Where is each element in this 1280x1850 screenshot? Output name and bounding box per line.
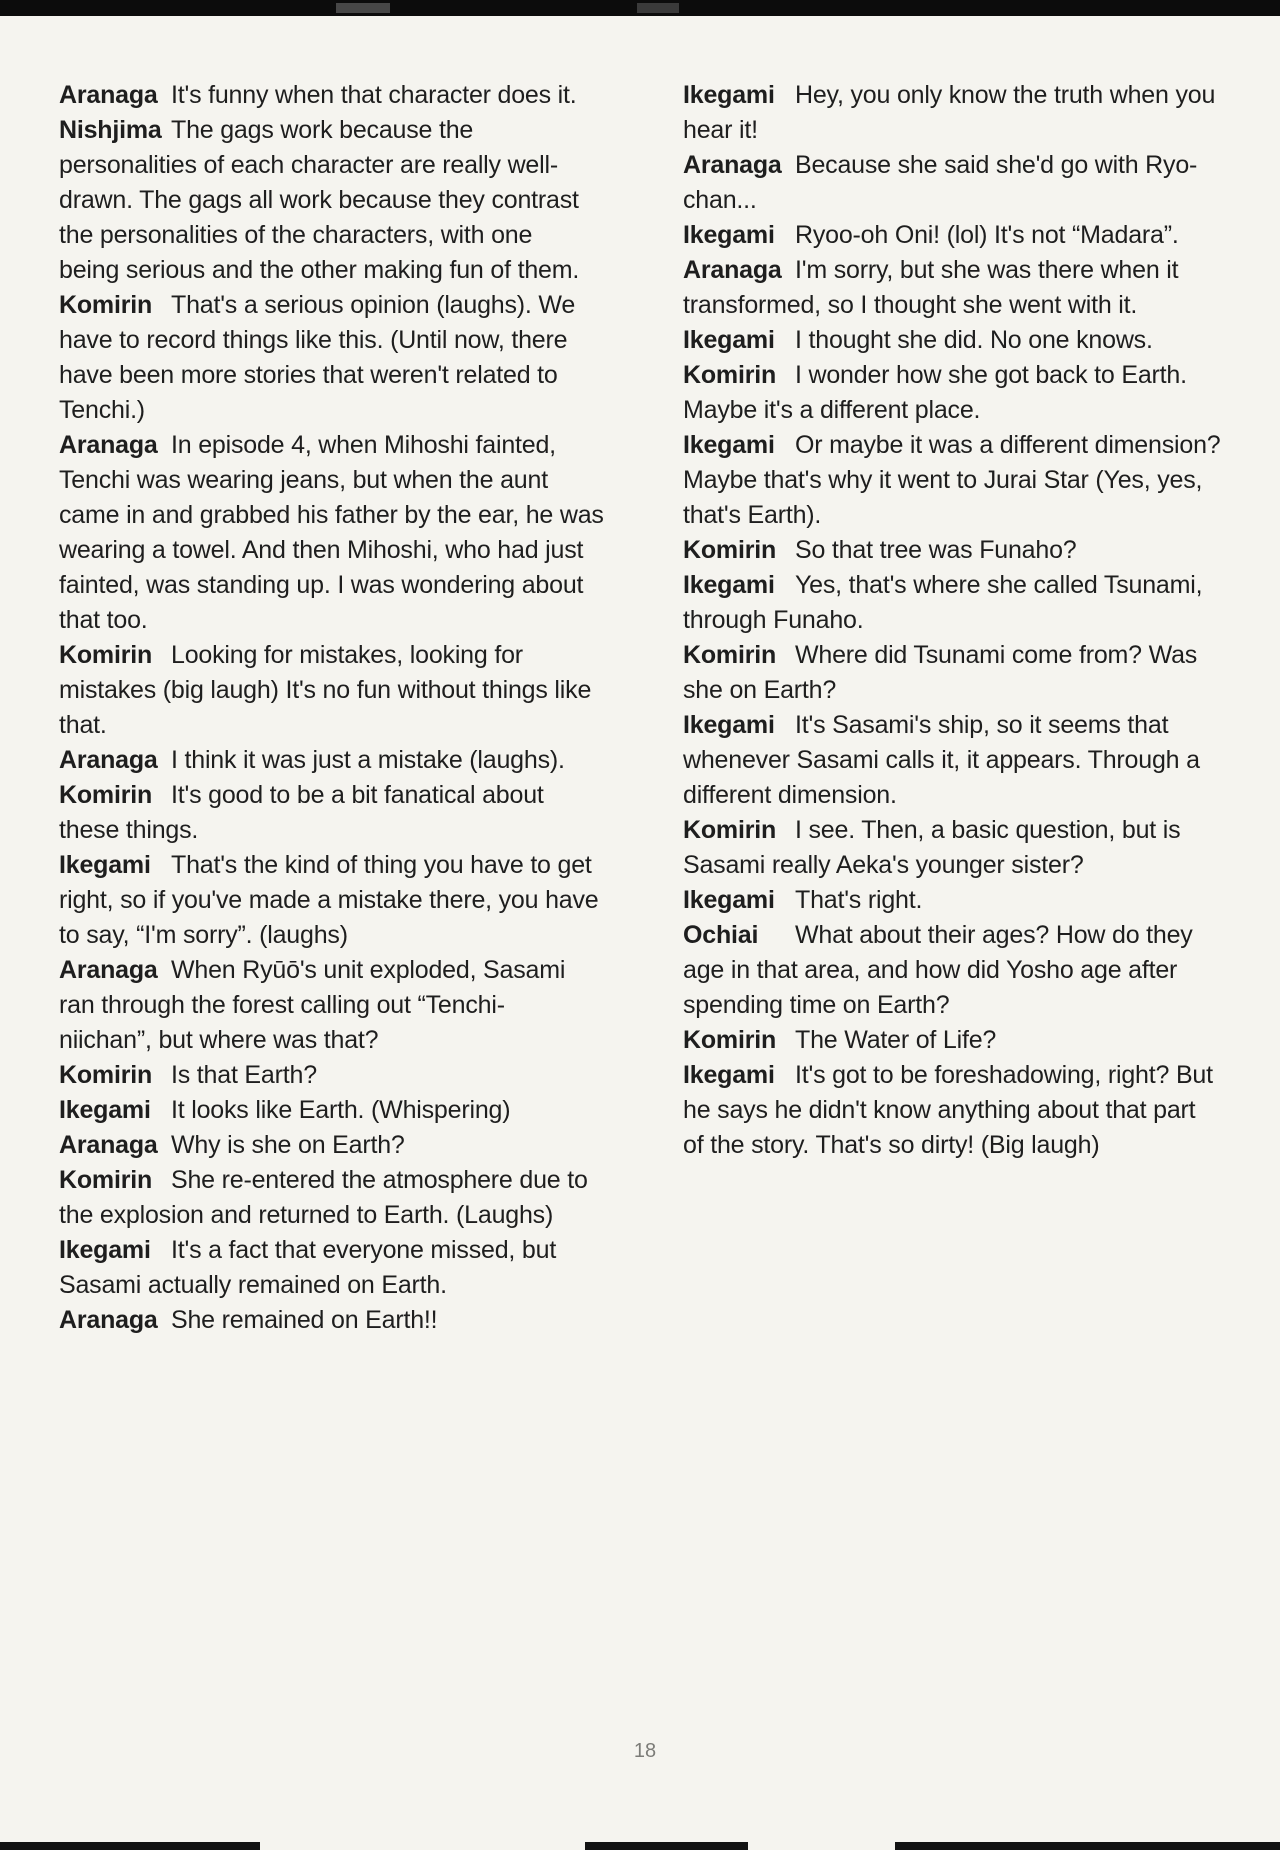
speaker-name: Ochiai: [683, 921, 759, 949]
dialogue-line: [59, 708, 619, 743]
dialogue-line: [59, 673, 619, 708]
speaker-name: Komirin: [683, 361, 777, 389]
top-bar-segment: [336, 3, 390, 13]
speaker-name: Ikegami: [59, 1236, 151, 1264]
dialogue-line: [683, 78, 1243, 113]
dialogue-text: It's good to be a bit fanatical about: [171, 781, 544, 809]
dialogue-line: [683, 1093, 1243, 1128]
dialogue-text: Where did Tsunami come from? Was: [795, 641, 1198, 669]
dialogue-text: Yes, that's where she called Tsunami,: [795, 571, 1203, 599]
dialogue-line: [683, 218, 1243, 253]
speaker-name: Ikegami: [683, 886, 775, 914]
dialogue-line: [59, 148, 619, 183]
dialogue-line: [59, 918, 619, 953]
dialogue-line: [59, 988, 619, 1023]
dialogue-text: wearing a towel. And then Mihoshi, who had just: [59, 536, 584, 564]
dialogue-text: have been more stories that weren't related to: [59, 361, 558, 389]
dialogue-text: Maybe that's why it went to Jurai Star (Yes, yes,: [683, 466, 1203, 494]
dialogue-text: whenever Sasami calls it, it appears. Through a: [683, 746, 1200, 774]
dialogue-text: that.: [59, 711, 107, 739]
speaker-name: Ikegami: [683, 711, 775, 739]
dialogue-text: When Ryūō's unit exploded, Sasami: [171, 956, 566, 984]
dialogue-text: That's right.: [795, 886, 923, 914]
dialogue-line: [683, 883, 1243, 918]
dialogue-text: the explosion and returned to Earth. (Laughs): [59, 1201, 554, 1229]
dialogue-text: he says he didn't know anything about that part: [683, 1096, 1196, 1124]
dialogue-line: [683, 813, 1243, 848]
dialogue-text: Hey, you only know the truth when you: [795, 81, 1216, 109]
dialogue-line: [59, 1093, 619, 1128]
dialogue-text: being serious and the other making fun of them.: [59, 256, 580, 284]
dialogue-text: she on Earth?: [683, 676, 837, 704]
dialogue-text: mistakes (big laugh) It's no fun without things like: [59, 676, 592, 704]
page-number: 18: [633, 1740, 657, 1762]
dialogue-text: Because she said she'd go with Ryo-: [795, 151, 1198, 179]
speaker-name: Ikegami: [683, 81, 775, 109]
dialogue-line: [683, 183, 1243, 218]
dialogue-line: [59, 1303, 619, 1338]
dialogue-text: Why is she on Earth?: [171, 1131, 405, 1159]
dialogue-text: Tenchi.): [59, 396, 145, 424]
dialogue-text: She re-entered the atmosphere due to: [171, 1166, 588, 1194]
dialogue-text: Maybe it's a different place.: [683, 396, 981, 424]
speaker-name: Komirin: [59, 1166, 153, 1194]
dialogue-text: different dimension.: [683, 781, 897, 809]
top-letterbox-bar: [0, 0, 1280, 16]
dialogue-line: [683, 708, 1243, 743]
dialogue-text: spending time on Earth?: [683, 991, 950, 1019]
dialogue-line: [59, 113, 619, 148]
dialogue-line: [683, 323, 1243, 358]
dialogue-text: these things.: [59, 816, 199, 844]
dialogue-line: [683, 428, 1243, 463]
dialogue-text: right, so if you've made a mistake there, you have: [59, 886, 599, 914]
speaker-name: Ikegami: [683, 571, 775, 599]
speaker-name: Komirin: [683, 536, 777, 564]
right-text-column: [683, 78, 1243, 1163]
dialogue-line: [683, 288, 1243, 323]
dialogue-text: It looks like Earth. (Whispering): [171, 1096, 511, 1124]
dialogue-line: [59, 1128, 619, 1163]
dialogue-text: That's the kind of thing you have to get: [171, 851, 592, 879]
dialogue-text: I think it was just a mistake (laughs).: [171, 746, 565, 774]
dialogue-text: Is that Earth?: [171, 1061, 317, 1089]
speaker-name: Ikegami: [59, 1096, 151, 1124]
dialogue-text: I see. Then, a basic question, but is: [795, 816, 1181, 844]
dialogue-line: [683, 988, 1243, 1023]
dialogue-line: [683, 918, 1243, 953]
dialogue-text: Or maybe it was a different dimension?: [795, 431, 1221, 459]
dialogue-text: Tenchi was wearing jeans, but when the aunt: [59, 466, 548, 494]
dialogue-line: [683, 498, 1243, 533]
dialogue-line: [683, 253, 1243, 288]
speaker-name: Komirin: [59, 1061, 153, 1089]
dialogue-line: [683, 1023, 1243, 1058]
dialogue-line: [59, 953, 619, 988]
dialogue-text: through Funaho.: [683, 606, 864, 634]
dialogue-text: It's got to be foreshadowing, right? But: [795, 1061, 1213, 1089]
speaker-name: Ikegami: [683, 431, 775, 459]
dialogue-text: Sasami actually remained on Earth.: [59, 1271, 447, 1299]
dialogue-line: [59, 603, 619, 638]
speaker-name: Aranaga: [59, 1306, 158, 1334]
dialogue-text: Sasami really Aeka's younger sister?: [683, 851, 1084, 879]
dialogue-line: [683, 673, 1243, 708]
left-text-column: [59, 78, 619, 1338]
dialogue-line: [59, 1023, 619, 1058]
dialogue-text: transformed, so I thought she went with it.: [683, 291, 1138, 319]
dialogue-text: personalities of each character are really well-: [59, 151, 558, 179]
dialogue-line: [59, 463, 619, 498]
dialogue-text: I thought she did. No one knows.: [795, 326, 1153, 354]
dialogue-line: [59, 533, 619, 568]
bottom-bar-gap: [748, 1842, 895, 1850]
dialogue-line: [59, 848, 619, 883]
dialogue-text: In episode 4, when Mihoshi fainted,: [171, 431, 556, 459]
dialogue-text: I wonder how she got back to Earth.: [795, 361, 1187, 389]
dialogue-text: hear it!: [683, 116, 758, 144]
dialogue-text: Looking for mistakes, looking for: [171, 641, 523, 669]
dialogue-line: [683, 533, 1243, 568]
dialogue-line: [59, 1268, 619, 1303]
dialogue-line: [59, 1163, 619, 1198]
speaker-name: Aranaga: [683, 151, 782, 179]
speaker-name: Ikegami: [59, 851, 151, 879]
speaker-name: Aranaga: [683, 256, 782, 284]
dialogue-line: [683, 638, 1243, 673]
speaker-name: Komirin: [683, 641, 777, 669]
speaker-name: Komirin: [683, 816, 777, 844]
dialogue-line: [683, 848, 1243, 883]
dialogue-text: The gags work because the: [171, 116, 474, 144]
dialogue-text: Ryoo-oh Oni! (lol) It's not “Madara”.: [795, 221, 1179, 249]
dialogue-line: [59, 288, 619, 323]
dialogue-text: to say, “I'm sorry”. (laughs): [59, 921, 348, 949]
speaker-name: Nishjima: [59, 116, 162, 144]
dialogue-text: So that tree was Funaho?: [795, 536, 1077, 564]
dialogue-text: What about their ages? How do they: [795, 921, 1193, 949]
dialogue-line: [59, 78, 619, 113]
dialogue-text: ran through the forest calling out “Tenchi-: [59, 991, 505, 1019]
dialogue-line: [59, 813, 619, 848]
speaker-name: Komirin: [59, 291, 153, 319]
speaker-name: Ikegami: [683, 326, 775, 354]
dialogue-line: [59, 323, 619, 358]
dialogue-line: [59, 428, 619, 463]
speaker-name: Aranaga: [59, 746, 158, 774]
speaker-name: Komirin: [59, 781, 153, 809]
dialogue-text: It's funny when that character does it.: [171, 81, 577, 109]
speaker-name: Komirin: [683, 1026, 777, 1054]
dialogue-line: [683, 1128, 1243, 1163]
dialogue-text: chan...: [683, 186, 757, 214]
dialogue-line: [59, 1233, 619, 1268]
dialogue-text: that's Earth).: [683, 501, 822, 529]
dialogue-line: [683, 603, 1243, 638]
dialogue-line: [683, 393, 1243, 428]
dialogue-text: She remained on Earth!!: [171, 1306, 438, 1334]
dialogue-line: [59, 743, 619, 778]
dialogue-text: that too.: [59, 606, 148, 634]
dialogue-line: [683, 743, 1243, 778]
dialogue-line: [683, 148, 1243, 183]
dialogue-text: That's a serious opinion (laughs). We: [171, 291, 576, 319]
dialogue-line: [59, 253, 619, 288]
speaker-name: Aranaga: [59, 81, 158, 109]
dialogue-line: [59, 1058, 619, 1093]
dialogue-text: niichan”, but where was that?: [59, 1026, 379, 1054]
dialogue-line: [59, 1198, 619, 1233]
speaker-name: Aranaga: [59, 956, 158, 984]
dialogue-line: [683, 463, 1243, 498]
dialogue-line: [59, 183, 619, 218]
dialogue-line: [59, 778, 619, 813]
dialogue-line: [683, 113, 1243, 148]
speaker-name: Komirin: [59, 641, 153, 669]
dialogue-text: have to record things like this. (Until now, there: [59, 326, 568, 354]
dialogue-text: I'm sorry, but she was there when it: [795, 256, 1179, 284]
speaker-name: Ikegami: [683, 221, 775, 249]
speaker-name: Ikegami: [683, 1061, 775, 1089]
dialogue-line: [59, 393, 619, 428]
dialogue-line: [683, 953, 1243, 988]
dialogue-text: the personalities of the characters, with one: [59, 221, 533, 249]
speaker-name: Aranaga: [59, 431, 158, 459]
dialogue-text: fainted, was standing up. I was wondering about: [59, 571, 584, 599]
dialogue-line: [59, 568, 619, 603]
dialogue-text: It's Sasami's ship, so it seems that: [795, 711, 1169, 739]
dialogue-line: [59, 358, 619, 393]
dialogue-text: age in that area, and how did Yosho age after: [683, 956, 1178, 984]
bottom-letterbox-bar: [0, 1842, 1280, 1850]
dialogue-text: It's a fact that everyone missed, but: [171, 1236, 557, 1264]
dialogue-line: [683, 1058, 1243, 1093]
dialogue-text: drawn. The gags all work because they contrast: [59, 186, 579, 214]
dialogue-line: [683, 568, 1243, 603]
dialogue-text: The Water of Life?: [795, 1026, 997, 1054]
dialogue-line: [59, 638, 619, 673]
top-bar-segment: [637, 3, 679, 13]
dialogue-text: came in and grabbed his father by the ear, he was: [59, 501, 604, 529]
dialogue-line: [59, 498, 619, 533]
speaker-name: Aranaga: [59, 1131, 158, 1159]
dialogue-text: of the story. That's so dirty! (Big laugh): [683, 1131, 1100, 1159]
bottom-bar-gap: [260, 1842, 585, 1850]
dialogue-line: [59, 883, 619, 918]
dialogue-line: [683, 778, 1243, 813]
dialogue-line: [683, 358, 1243, 393]
dialogue-line: [59, 218, 619, 253]
